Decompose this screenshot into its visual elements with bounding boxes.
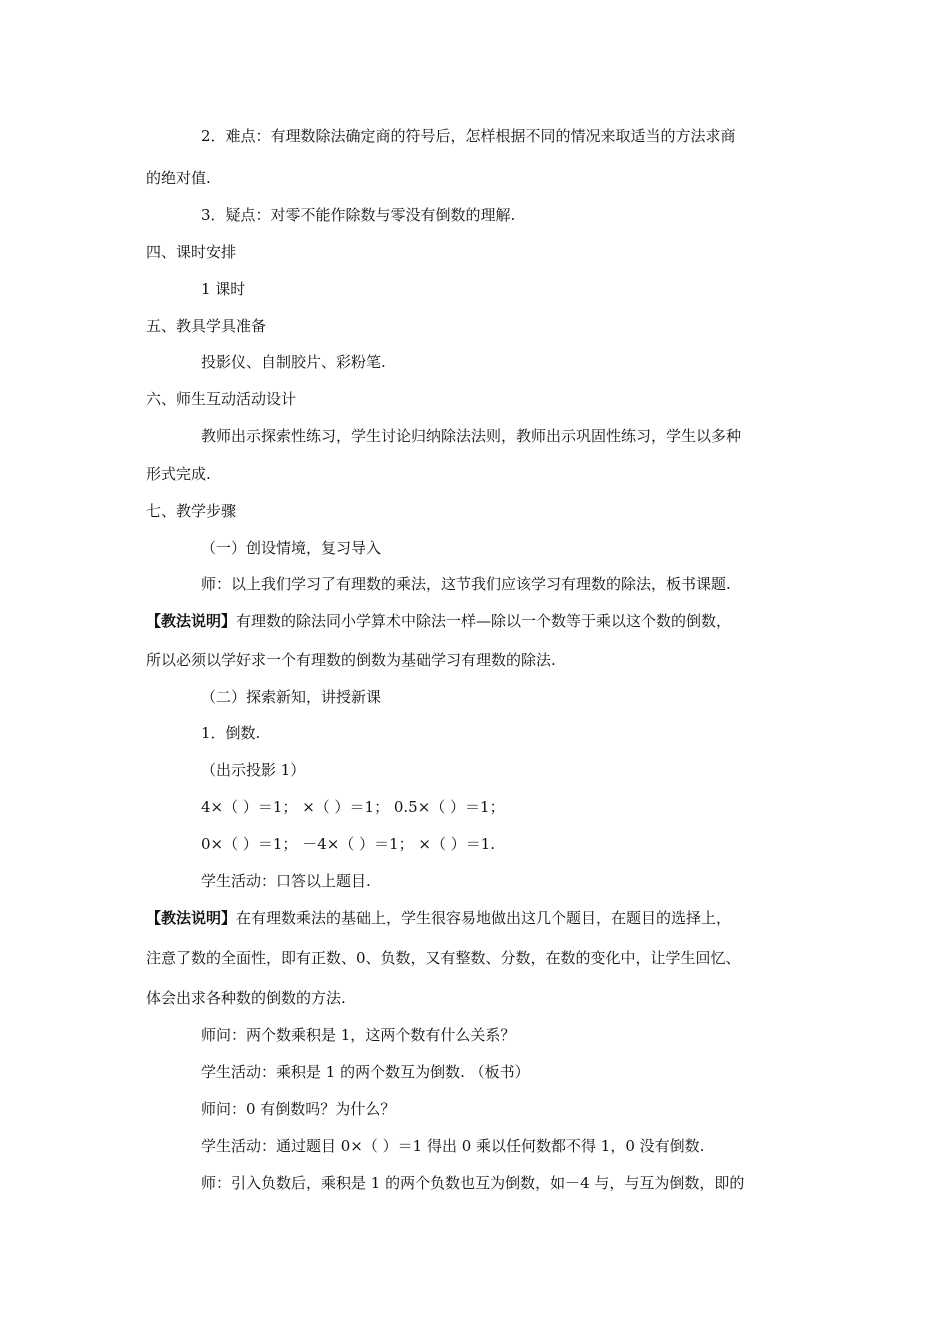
line-3-text: 3．疑点：对零不能作除数与零没有倒数的理解. [201,206,516,224]
line-9 [201,426,741,446]
teaching-note-label: 【教法说明】 [146,612,237,630]
line-5 [201,279,245,299]
equation-line-1 [201,797,505,817]
subsection-heading-1-text: （一）创设情境，复习导入 [201,539,382,557]
line-21-text: 学生活动：口答以上题目. [201,872,371,890]
line-17 [201,723,260,743]
line-15-text: 所以必须以学好求一个有理数的倒数为基础学习有理数的除法. [146,651,556,669]
equation-line-2-text: 0×（ ）＝1； －4×（ ）＝1； ×（ ）＝1. [201,835,496,853]
section-heading-6-text: 六、师生互动活动设计 [146,390,297,408]
line-9-text: 教师出示探索性练习，学生讨论归纳除法法则，教师出示巩固性练习，学生以多种 [201,427,742,445]
line-7-text: 投影仪、自制胶片、彩粉笔. [201,353,386,371]
line-27 [201,1099,395,1119]
line-13 [201,574,731,594]
section-heading-6 [146,389,296,409]
section-heading-4 [146,242,236,262]
line-14 [146,611,731,631]
line-27-text: 师问：0 有倒数吗？为什么？ [201,1100,396,1118]
line-22 [146,908,731,928]
line-2-text: 的绝对值. [146,169,211,187]
line-13-text: 师：以上我们学习了有理数的乘法，这节我们应该学习有理数的除法，板书课题. [201,575,731,593]
line-21 [201,871,371,891]
line-15 [146,650,556,670]
line-25 [201,1025,515,1045]
section-heading-5-text: 五、教具学具准备 [146,317,267,335]
line-10 [146,464,211,484]
line-28-text: 学生活动：通过题目 0×（ ）＝1 得出 0 乘以任何数都不得 1，0 没有倒数. [201,1137,705,1155]
subsection-heading-2-text: （二）探索新知，讲授新课 [201,688,382,706]
line-2 [146,168,211,188]
line-25-text: 师问：两个数乘积是 1，这两个数有什么关系？ [201,1026,516,1044]
line-18 [201,760,305,780]
section-heading-7-text: 七、教学步骤 [146,502,237,520]
line-29-text: 师：引入负数后，乘积是 1 的两个负数也互为倒数，如－4 与，与互为倒数，即的 [201,1174,745,1192]
line-26 [201,1062,530,1082]
line-1-text: 2．难点：有理数除法确定商的符号后，怎样根据不同的情况来取适当的方法求商 [201,127,736,145]
line-26-text: 学生活动：乘积是 1 的两个数互为倒数. （板书） [201,1063,530,1081]
line-17-text: 1．倒数. [201,724,261,742]
teaching-note-label-2: 【教法说明】 [146,909,237,927]
section-heading-5 [146,316,266,336]
line-3 [201,205,515,225]
section-heading-7 [146,501,236,521]
line-18-text: （出示投影 1） [201,761,306,779]
line-5-text: 1 课时 [201,280,246,298]
line-10-text: 形式完成. [146,465,211,483]
line-24 [146,988,346,1008]
line-14-text: 有理数的除法同小学算术中除法一样—除以一个数等于乘以这个数的倒数， [236,612,732,630]
line-22-text: 在有理数乘法的基础上，学生很容易地做出这几个题目，在题目的选择上， [236,909,732,927]
equation-line-1-text: 4×（ ）＝1； ×（ ）＝1； 0.5×（ ）＝1； [201,798,505,816]
line-29 [201,1173,744,1193]
subsection-heading-2 [201,687,381,707]
line-23 [146,948,741,968]
line-7 [201,352,386,372]
subsection-heading-1 [201,538,381,558]
equation-line-2 [201,834,495,854]
line-28 [201,1136,704,1156]
line-23-text: 注意了数的全面性，即有正数、0、负数，又有整数、分数，在数的变化中，让学生回忆、 [146,949,741,967]
section-heading-4-text: 四、课时安排 [146,243,237,261]
line-1 [201,126,736,146]
line-24-text: 体会出求各种数的倒数的方法. [146,989,346,1007]
